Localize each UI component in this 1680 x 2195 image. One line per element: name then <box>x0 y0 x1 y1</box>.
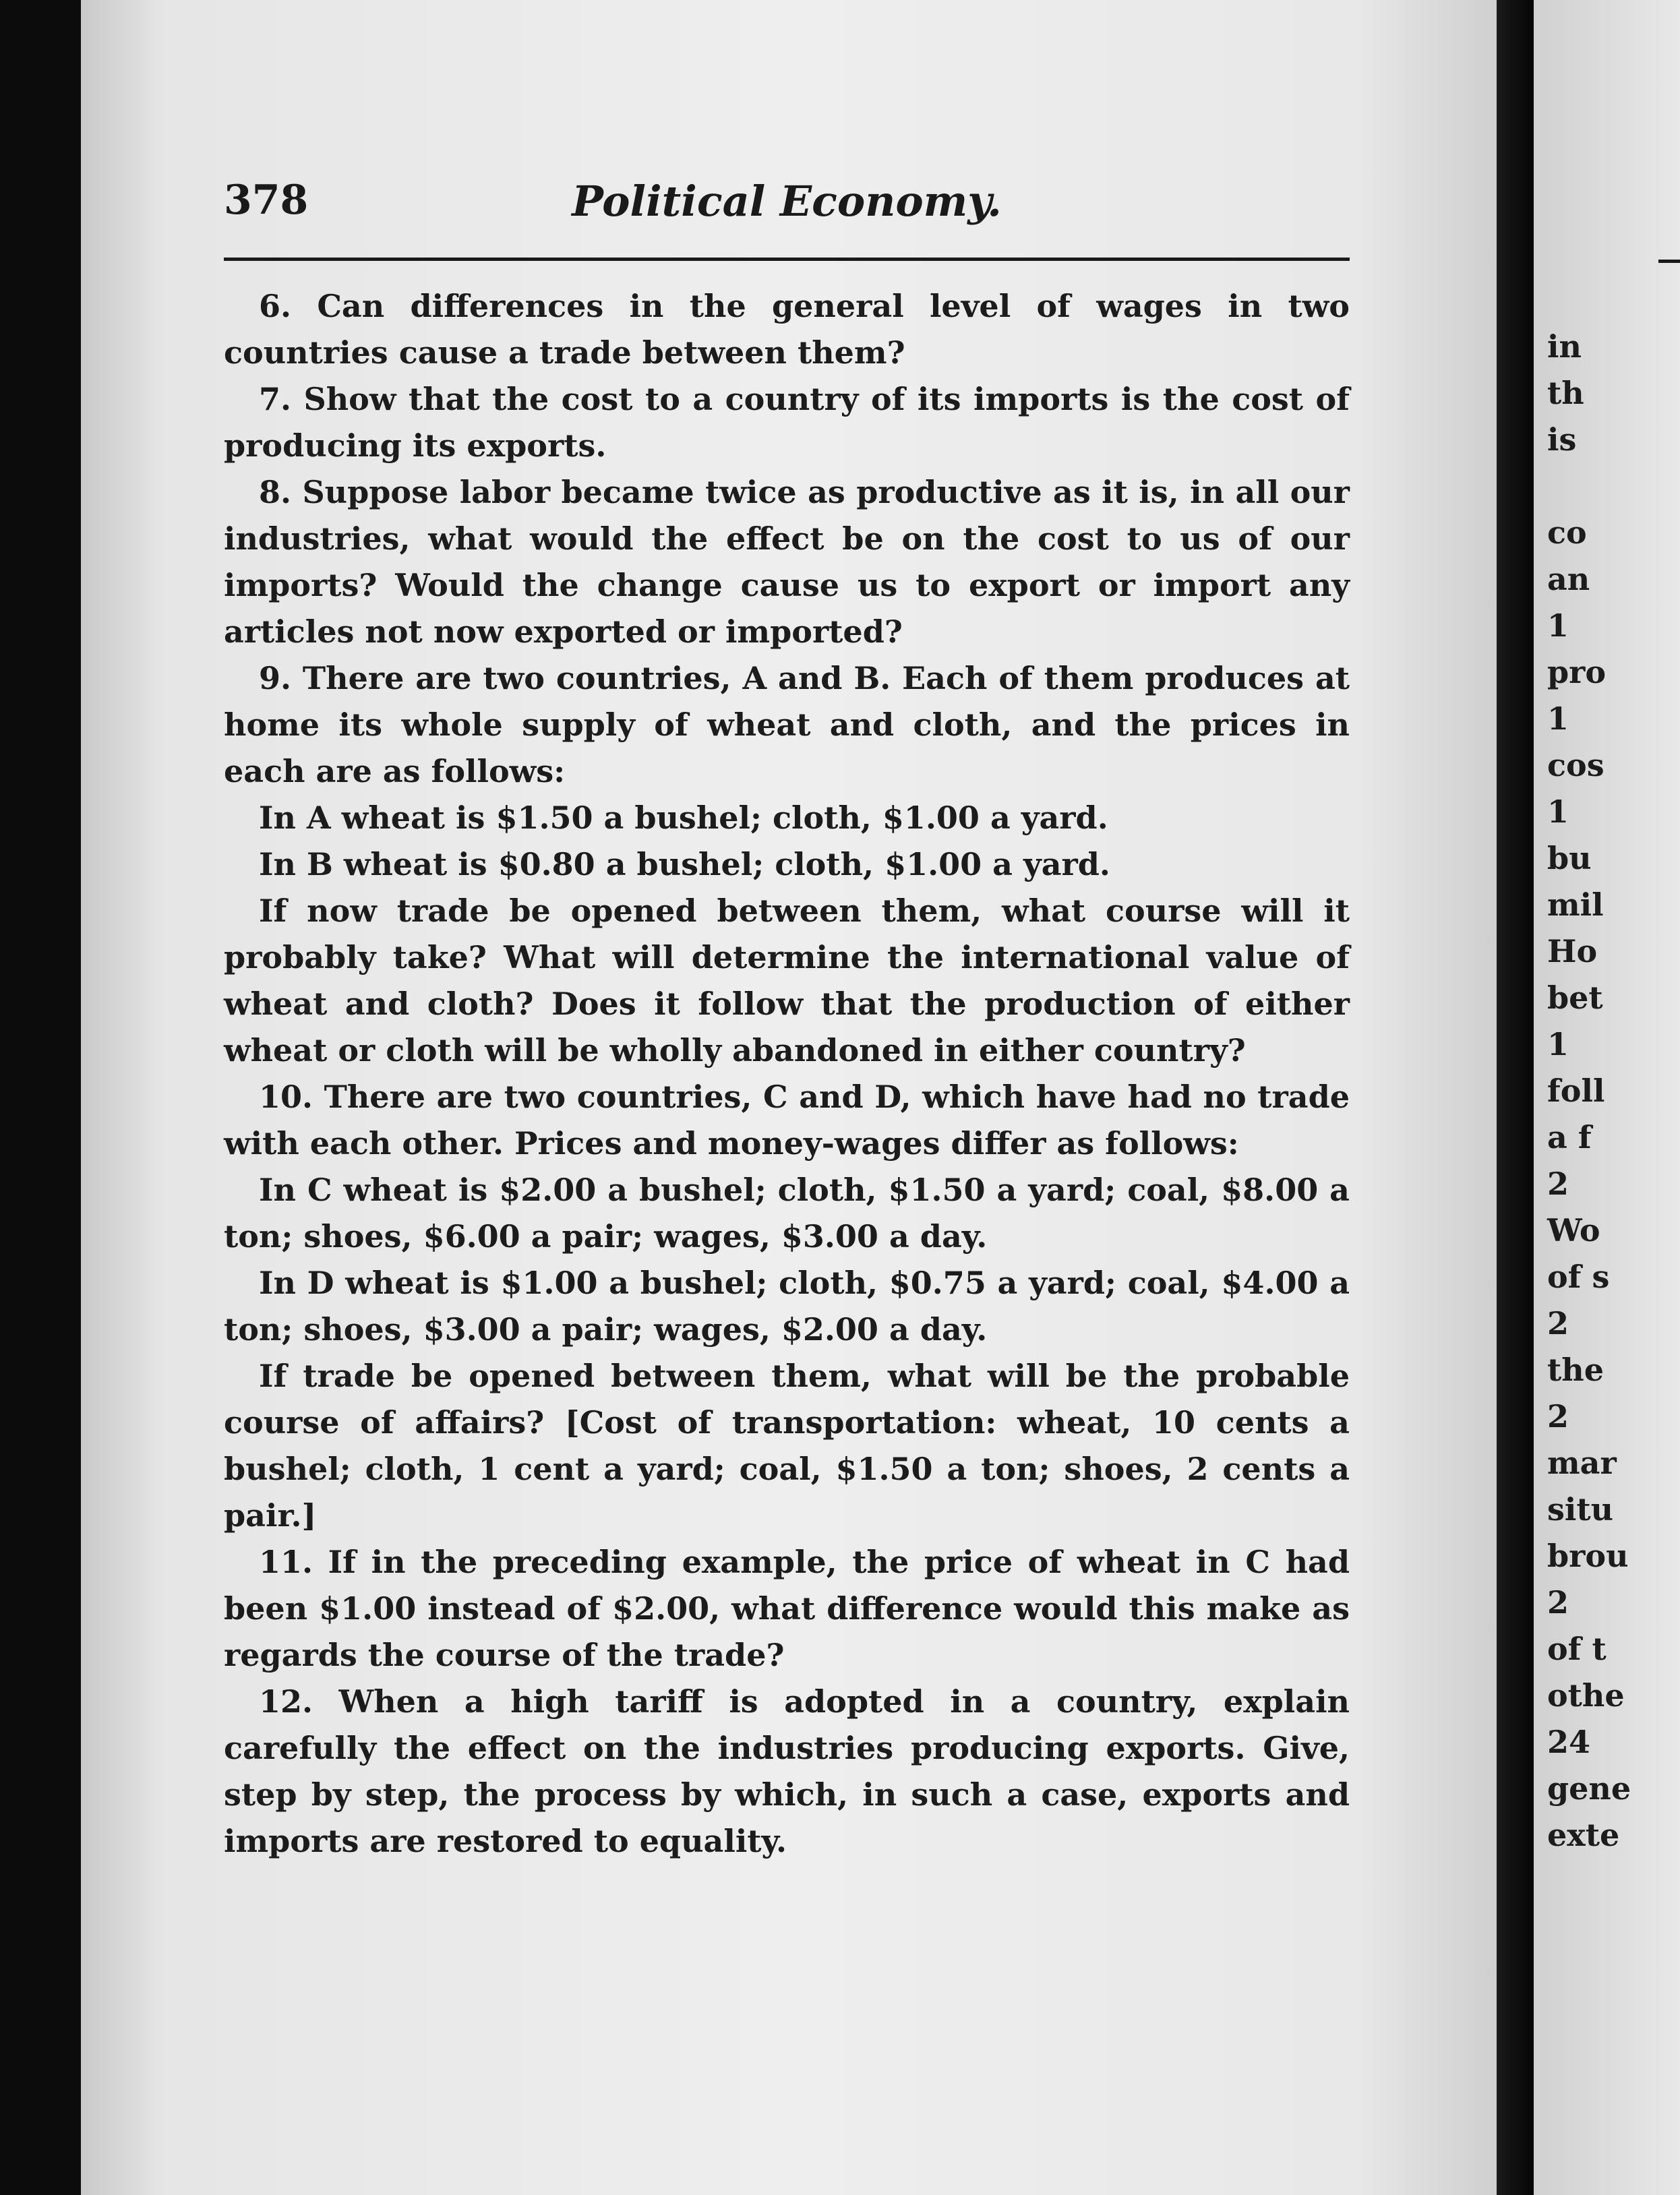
page-header <box>224 177 1350 251</box>
right-page-fragment: 2 <box>1547 1305 1569 1342</box>
right-page-fragment: 1 <box>1547 700 1569 737</box>
right-page-fragment: situ <box>1547 1491 1614 1528</box>
right-page-fragment: in <box>1547 328 1582 365</box>
right-page-fragment: of t <box>1547 1631 1607 1667</box>
price-line-d: In D wheat is $1.00 a bushel; cloth, $0.75 a yard; coal, $4.00 a ton; shoes, $3.00 a pair; wages, $2.00 a day. <box>224 1265 1350 1348</box>
right-page-fragment: cos <box>1547 747 1604 783</box>
right-page-fragment: the <box>1547 1352 1604 1388</box>
question-10-followup: If trade be opened between them, what will be the probable course of affairs? [Cost of transportation: wheat, 10 cents a bushel; cloth, 1 cent a yard; coal, $1.50 a ton; shoes, 2 cents a pair.] <box>224 1358 1350 1534</box>
right-page-fragment: 1 <box>1547 793 1569 830</box>
right-page-fragment: 2 <box>1547 1398 1569 1435</box>
right-page-fragment: 2 <box>1547 1584 1569 1621</box>
question-12: 12. When a high tariff is adopted in a country, explain carefully the effect on the industries producing exports. Give, step by step, the process by which, in such a case, exports and imports are restored to equality. <box>224 1683 1350 1859</box>
question-9-followup: If now trade be opened between them, what course will it probably take? What will determine the international value of wheat and cloth? Does it follow that the production of either wheat or cloth will be wholly abandoned in either country? <box>224 893 1350 1069</box>
right-page-fragment: exte <box>1547 1817 1620 1853</box>
price-line-a: In A wheat is $1.50 a bushel; cloth, $1.00 a yard. <box>259 800 1108 836</box>
right-page-fragment: Wo <box>1547 1212 1600 1249</box>
right-page-fragment: mil <box>1547 886 1604 923</box>
right-page-fragment: th <box>1547 375 1584 411</box>
right-page-fragment: an <box>1547 561 1590 597</box>
question-10: 10. There are two countries, C and D, which have had no trade with each other. Prices and money-wages differ as follows: <box>224 1079 1350 1162</box>
right-page-fragment: a f <box>1547 1119 1592 1155</box>
right-page-fragment: foll <box>1547 1073 1605 1109</box>
question-11: 11. If in the preceding example, the price of wheat in C had been $1.00 instead of $2.00, what difference would this make as regards the course of the trade? <box>224 1544 1350 1673</box>
right-page-fragment: brou <box>1547 1538 1629 1574</box>
question-9: 9. There are two countries, A and B. Each of them produces at home its whole supply of wheat and cloth, and the prices in each are as follows: <box>224 660 1350 789</box>
right-page-fragments <box>1547 324 1631 1859</box>
right-page <box>1534 0 1680 2195</box>
body-text <box>224 283 1350 1865</box>
running-title: Political Economy. <box>572 177 1002 226</box>
right-page-fragment: pro <box>1547 654 1607 690</box>
price-line-c: In C wheat is $2.00 a bushel; cloth, $1.50 a yard; coal, $8.00 a ton; shoes, $6.00 a pair; wages, $3.00 a day. <box>224 1172 1350 1255</box>
question-6: 6. Can differences in the general level of wages in two countries cause a trade between them? <box>224 288 1350 371</box>
price-line-b: In B wheat is $0.80 a bushel; cloth, $1.00 a yard. <box>259 846 1110 882</box>
right-page-fragment: bet <box>1547 980 1603 1016</box>
right-page-fragment: 1 <box>1547 1026 1569 1062</box>
right-page-fragment <box>1547 463 1631 510</box>
right-page-fragment: 1 <box>1547 607 1569 644</box>
right-page-fragment: othe <box>1547 1677 1625 1714</box>
right-page-fragment: 2 <box>1547 1166 1569 1202</box>
page-number: 378 <box>224 177 309 224</box>
right-page-fragment: gene <box>1547 1770 1631 1807</box>
right-page-fragment: of s <box>1547 1259 1610 1295</box>
right-page-fragment: is <box>1547 421 1577 458</box>
right-page-fragment: Ho <box>1547 933 1598 969</box>
question-7: 7. Show that the cost to a country of its imports is the cost of producing its exports. <box>224 381 1350 464</box>
right-page-fragment: bu <box>1547 840 1592 876</box>
header-rule <box>224 258 1350 261</box>
right-page-rule <box>1658 260 1680 263</box>
right-page-fragment: 24 <box>1547 1724 1591 1760</box>
question-8: 8. Suppose labor became twice as productive as it is, in all our industries, what would the effect be on the cost to us of our imports? Would the change cause us to export or import any articles not now exported or imported? <box>224 474 1350 650</box>
right-page-fragment: co <box>1547 514 1587 551</box>
book-gutter <box>1497 0 1534 2195</box>
right-page-fragment: mar <box>1547 1445 1617 1481</box>
